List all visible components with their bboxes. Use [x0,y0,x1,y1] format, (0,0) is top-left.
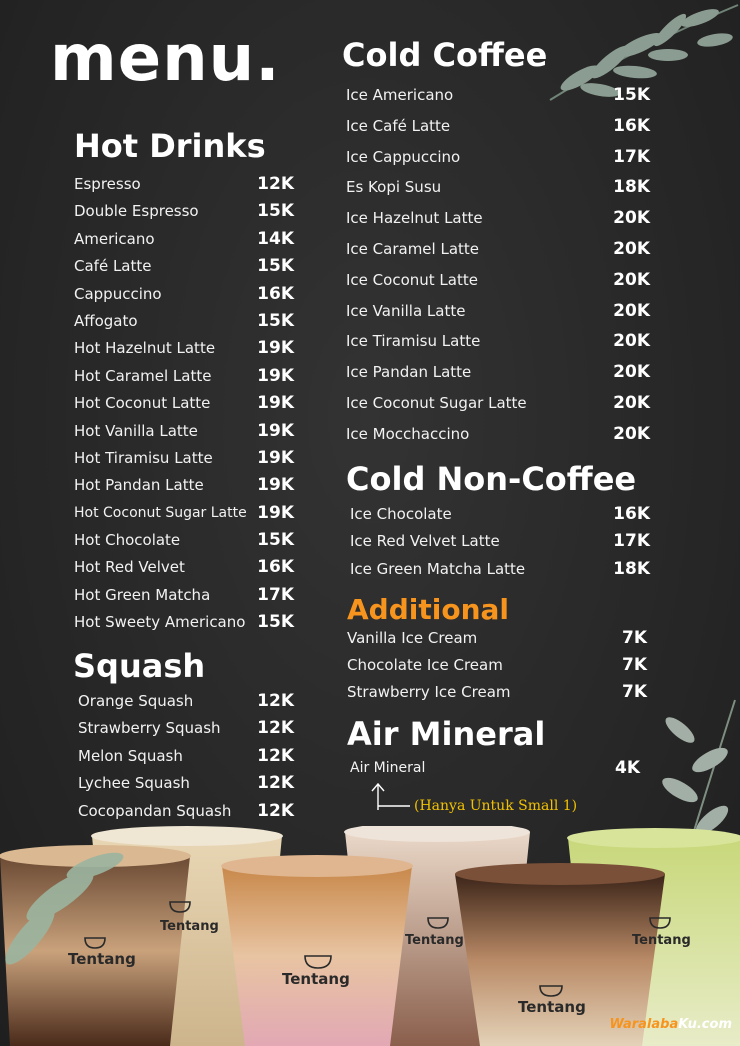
item-name: Espresso [74,175,141,193]
additional-list [347,625,647,706]
item-name: Hot Green Matcha [74,585,211,604]
item-price: 20K [613,238,650,259]
cup-brand-label: Tentang [68,950,136,968]
item-name: Ice Mocchaccino [346,424,470,443]
air-mineral-heading: Air Mineral [347,715,546,753]
item-name: Vanilla Ice Cream [347,629,478,647]
item-price: 19K [257,393,294,414]
item-name: Ice Caramel Latte [346,239,480,258]
item-name: Ice Café Latte [346,116,451,135]
list-item [78,743,294,770]
list-item [346,111,650,142]
list-item [347,625,647,652]
item-name: Ice Green Matcha Latte [350,559,526,578]
item-name: Orange Squash [78,692,194,710]
list-item [346,234,650,265]
item-price: 16K [257,283,294,304]
list-item [78,770,294,797]
item-price: 7K [621,655,647,675]
item-price: 20K [613,331,650,352]
item-name: Hot Chocolate [74,531,181,550]
item-name: Ice Coconut Sugar Latte [346,393,527,412]
page-title: menu. [50,22,281,96]
item-price: 15K [257,201,294,222]
item-price: 12K [257,718,294,739]
list-item [78,715,294,742]
item-name: Americano [74,229,155,248]
item-name: Ice Cappuccino [346,147,461,166]
item-name: Double Espresso [74,202,199,221]
item-price: 12K [257,691,294,711]
item-name: Air Mineral [350,760,426,776]
list-item [74,554,294,581]
item-price: 16K [613,504,650,524]
watermark-logo: WaralabaKu.com [609,1017,732,1032]
list-item [74,418,294,445]
air-mineral-list [350,755,640,782]
item-price: 20K [613,362,650,383]
coffee-cups-illustration [0,826,740,1046]
item-name: Strawberry Ice Cream [347,683,511,701]
list-item [74,527,294,554]
item-name: Hot Coconut Latte [74,394,211,413]
additional-heading: Additional [347,593,509,626]
list-item [347,652,647,679]
list-item [74,390,294,417]
list-item [346,326,650,357]
list-item [74,308,294,335]
list-item [346,388,650,419]
item-price: 4K [614,758,640,778]
item-price: 7K [621,628,647,648]
item-price: 15K [257,256,294,277]
list-item [74,500,294,527]
item-name: Ice Vanilla Latte [346,301,466,320]
item-name: Hot Red Velvet [74,558,185,577]
item-name: Hot Tiramisu Latte [74,448,213,467]
item-price: 20K [613,392,650,413]
item-name: Café Latte [74,257,152,276]
item-name: Affogato [74,311,138,330]
item-price: 17K [613,531,650,552]
list-item [346,80,650,111]
list-item [350,755,640,782]
cup-brand-label: Tentang [282,970,350,988]
cold-coffee-list [346,80,650,450]
item-price: 14K [257,228,294,249]
list-item [74,198,294,225]
list-item [346,419,650,450]
list-item [347,679,647,706]
list-item [74,582,294,609]
item-price: 20K [613,269,650,290]
item-price: 20K [613,208,650,229]
item-price: 19K [257,365,294,386]
item-name: Chocolate Ice Cream [347,656,503,674]
hot-drinks-heading: Hot Drinks [74,127,266,165]
cup-brand-label: Tentang [518,998,586,1016]
item-price: 16K [613,115,650,136]
item-name: Hot Hazelnut Latte [74,339,216,358]
item-name: Lychee Squash [78,774,190,793]
list-item [350,501,650,528]
item-name: Hot Caramel Latte [74,366,212,385]
item-name: Ice Hazelnut Latte [346,209,483,228]
squash-heading: Squash [73,647,206,685]
list-item [74,253,294,280]
list-item [74,609,294,636]
list-item [74,445,294,472]
item-name: Ice Tiramisu Latte [346,332,481,351]
item-price: 20K [613,300,650,321]
item-name: Ice Red Velvet Latte [350,532,500,551]
item-price: 20K [613,423,650,444]
arrow-icon [368,780,414,812]
item-price: 19K [257,338,294,359]
item-name: Melon Squash [78,746,183,765]
item-name: Strawberry Squash [78,719,221,738]
item-price: 19K [257,447,294,468]
item-price: 12K [257,773,294,794]
list-item [78,688,294,715]
item-name: Es Kopi Susu [346,178,442,197]
list-item [74,472,294,499]
item-name: Hot Coconut Sugar Latte [74,504,247,521]
item-price: 7K [621,682,647,702]
item-name: Hot Sweety Americano [74,613,246,632]
item-price: 17K [613,146,650,167]
item-price: 16K [257,557,294,578]
item-price: 17K [257,584,294,605]
item-price: 15K [613,85,650,105]
item-price: 19K [257,475,294,496]
cup-brand-label: Tentang [632,933,691,948]
cup-brand-label: Tentang [160,919,219,934]
item-name: Ice Coconut Latte [346,270,478,289]
item-price: 18K [613,177,650,198]
hot-drinks-list [74,171,294,637]
list-item [350,528,650,555]
list-item [346,265,650,296]
cold-coffee-heading: Cold Coffee [342,36,548,74]
item-name: Hot Vanilla Latte [74,421,198,440]
cold-non-coffee-heading: Cold Non-Coffee [346,460,637,498]
item-price: 12K [257,174,294,194]
list-item [74,335,294,362]
item-price: 12K [257,745,294,766]
item-price: 15K [257,310,294,331]
list-item [74,171,294,198]
item-name: Cappuccino [74,284,162,303]
item-price: 19K [257,420,294,441]
list-item [346,172,650,203]
list-item [78,798,294,825]
item-name: Ice Chocolate [350,505,452,523]
list-item [74,363,294,390]
item-name: Hot Pandan Latte [74,476,204,495]
item-name: Ice Americano [346,86,454,104]
list-item [74,226,294,253]
list-item [346,296,650,327]
list-item [346,203,650,234]
air-mineral-note: (Hanya Untuk Small 1) [414,798,578,814]
item-name: Cocopandan Squash [78,801,232,820]
item-price: 12K [257,800,294,821]
list-item [346,357,650,388]
squash-list [78,688,294,825]
item-name: Ice Pandan Latte [346,363,472,382]
list-item [74,281,294,308]
item-price: 15K [257,530,294,551]
item-price: 18K [613,558,650,579]
cup-brand-label: Tentang [405,933,464,948]
item-price: 15K [257,612,294,633]
item-price: 19K [257,502,294,523]
cold-non-coffee-list [350,501,650,583]
list-item [346,142,650,173]
list-item [350,556,650,583]
